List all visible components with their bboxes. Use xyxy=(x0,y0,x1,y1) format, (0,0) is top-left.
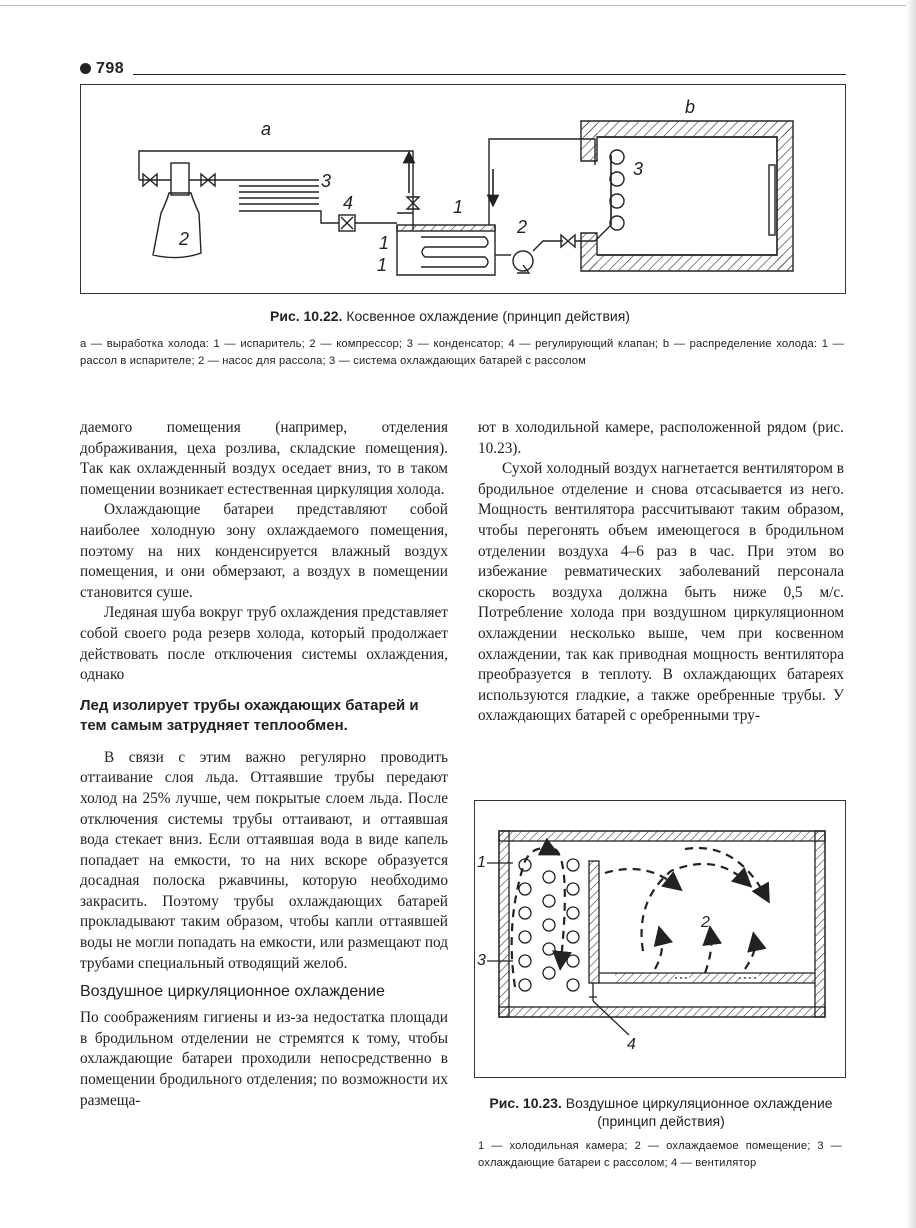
right-column xyxy=(478,418,844,727)
figure-10-23-caption xyxy=(478,1094,844,1130)
airflow-arrow-5 xyxy=(745,941,755,969)
partition-wall xyxy=(589,861,599,983)
label-b: b xyxy=(685,97,696,117)
label-4-valve: 4 xyxy=(343,193,354,213)
cooling-batteries xyxy=(519,859,579,991)
outer-wall xyxy=(499,831,825,1017)
figure-10-22-title: Косвенное охлаждение (принцип действия) xyxy=(342,308,630,324)
figure-10-22-legend: а — выработка холода: 1 — испаритель; 2 — компрессор; 3 — конденсатор; 4 — регулирующий клапан; b — распределение холода: 1 — рассол в испарителе; 2 — насос для рассола; 3 — система охлаждающих батарей с рассолом xyxy=(80,338,844,367)
airflow-arrow-1 xyxy=(605,869,675,885)
left-paragraph-5: По соображениям гигиены и из-за недостатка площади в бродильном отделении не стремятся к тому, чтобы охлаждающие батареи проходили непосредственно в помещении бродильного отделения; по возможности их размеща- xyxy=(80,1009,448,1109)
label-1-bottom: 1 xyxy=(377,255,388,275)
figure-10-22-number: Рис. 10.22. xyxy=(270,308,343,324)
airflow-loop-left xyxy=(512,849,551,987)
top-scan-edge xyxy=(0,5,916,6)
label-1-cold-room: 1 xyxy=(477,854,486,871)
label-a: a xyxy=(261,119,272,139)
airflow-arrow-2 xyxy=(642,864,745,951)
compressor-head xyxy=(171,163,189,195)
label-2-room: 2 xyxy=(701,914,710,931)
left-paragraph-4: В связи с этим важно регулярно проводить оттаивание слоя льда. Оттаявшие трубы передают холод на 25% лучше, чем покрытые слоем льда. После отключения системы трубы оттаивают, и оттаявшая вода стекает вниз. Если оттаявшая вода в виде капель попадает на емкости, то на них вскоре образуется досадная полоска ржавчины, которую необходимо закрасить. Поэтому трубы охлаждающих батарей прокладывают таким образом, чтобы капли оттаявшей воды не могли попадать на емкости, или размещают под трубами специальный отводящий желоб. xyxy=(80,748,448,972)
valve-brine xyxy=(561,235,575,247)
cooling-battery xyxy=(610,150,624,164)
airflow-arrow-6 xyxy=(685,848,765,895)
brine-line xyxy=(489,139,595,225)
figure-10-23-number: Рис. 10.23. xyxy=(489,1095,562,1111)
fan xyxy=(589,983,597,1001)
page-header xyxy=(80,60,846,80)
door-slot xyxy=(769,165,775,235)
bullet-icon xyxy=(80,63,91,74)
brine-pump xyxy=(513,251,533,271)
right-paragraph-1: ют в холодильной камере, расположенной рядом (рис. 10.23). xyxy=(478,419,844,457)
left-paragraph-1: даемого помещения (например, отделения дображивания, цеха розлива, складские помещения). Так как охлажденный воздух оседает вниз, то в таком помещении возникает естественная циркуляция холода. xyxy=(80,419,448,498)
condenser-coil xyxy=(231,180,319,204)
label-3-condenser: 3 xyxy=(321,171,332,191)
label-2-compressor: 2 xyxy=(179,229,190,249)
label-3-battery: 3 xyxy=(633,159,644,179)
label-1-evaporator: 1 xyxy=(453,197,464,217)
figure-10-23-title: Воздушное циркуляционное охлаждение (принцип действия) xyxy=(561,1095,833,1129)
left-paragraph-3: Ледяная шуба вокруг труб охлаждения представляет собой своего рода резерв холода, который продолжает действовать после отключения системы охлаждения, однако xyxy=(80,604,448,684)
right-paragraph-2: Сухой холодный воздух нагнетается вентилятором в бродильное отделение и снова отсасывается из него. Мощность вентилятора рассчитывают таким образом, чтобы перегонять объем имеющегося в бродильном отделении воздуха 4–6 раз в час. При этом во избежание ревматических заболеваний персонала скорость воздуха должна быть ниже 0,5 м/с. Потребление холода при воздушном циркуляционном охлаждении несколько выше, чем при косвенном охлаждении, так как приводная мощность вентилятора преобразуется в теплоту. В охлаждающих батареях используются гладкие, а также оребренные трубы. У охлаждающих батарей с оребренными тру- xyxy=(478,460,844,725)
label-4-fan: 4 xyxy=(627,1036,636,1053)
label-2-pump: 2 xyxy=(517,217,528,237)
figure-10-22-caption xyxy=(270,308,630,324)
figure-10-23-diagram xyxy=(475,801,845,1077)
page-edge-shadow xyxy=(906,0,916,1228)
left-column xyxy=(80,418,448,1111)
header-rule xyxy=(133,74,846,75)
label-1-brine: 1 xyxy=(379,233,390,253)
figure-10-23 xyxy=(474,800,846,1078)
page-number xyxy=(80,60,124,78)
left-paragraph-2: Охлаждающие батареи представляют собой наиболее холодную зону охлаждаемого помещения, поэтому на них конденсируется влажный воздух помещения, и они обмерзают, а воздух в помещении становится суше. xyxy=(80,501,448,601)
figure-10-22-diagram xyxy=(81,85,845,293)
section-subheading: Воздушное циркуляционное охлаждение xyxy=(80,983,385,1001)
page-number-text: 798 xyxy=(96,60,125,77)
highlight-statement: Лед изолирует трубы охаждающих батарей и тем самым затрудняет теплообмен. xyxy=(80,696,419,734)
figure-10-23-legend: 1 — холодильная камера; 2 — охлаждаемое помещение; 3 — охлаждающие батареи с рассолом; 4 — вентилятор xyxy=(478,1140,842,1169)
evaporator-coil xyxy=(421,237,488,267)
figure-10-22 xyxy=(80,84,846,294)
airflow-arrow-4 xyxy=(655,935,662,969)
label-3-batteries: 3 xyxy=(477,952,486,969)
airflow-arrow-3 xyxy=(705,935,711,973)
compressor-body xyxy=(153,193,201,258)
